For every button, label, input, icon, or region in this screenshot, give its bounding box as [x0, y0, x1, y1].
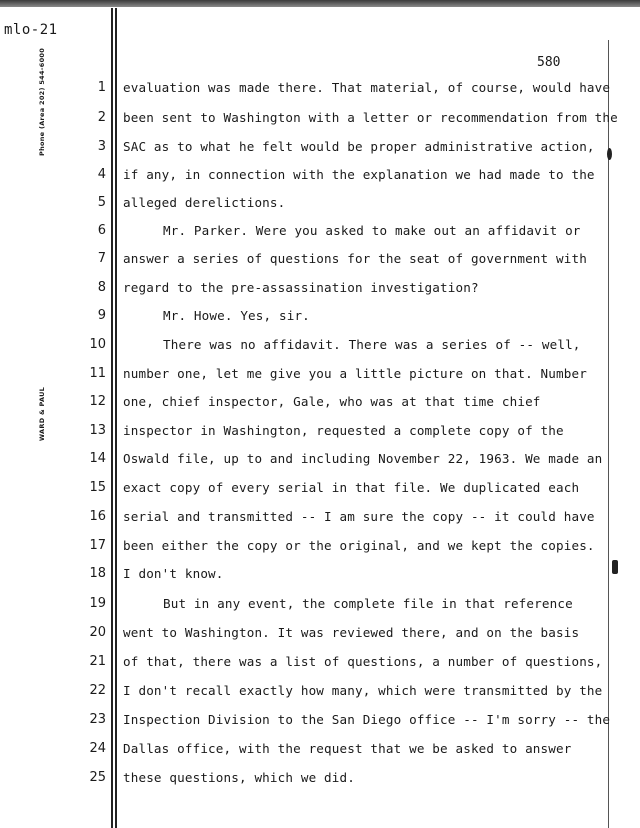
line-number: 19 — [89, 596, 106, 611]
left-margin-rule-inner — [115, 8, 117, 828]
transcript-line: serial and transmitted -- I am sure the copy -- it could have — [123, 509, 595, 524]
file-id: mlo-21 — [4, 22, 58, 38]
line-number: 14 — [89, 451, 106, 466]
transcript-line: But in any event, the complete file in that reference — [163, 596, 573, 611]
transcript-line: of that, there was a list of questions, a number of questions, — [123, 654, 603, 669]
transcript-line: alleged derelictions. — [123, 195, 286, 210]
line-number: 7 — [97, 251, 106, 266]
transcript-line: if any, in connection with the explanation we had made to the — [123, 167, 595, 182]
line-number: 16 — [89, 509, 106, 524]
line-number: 13 — [89, 423, 106, 438]
line-number: 15 — [89, 480, 106, 495]
transcript-line: I don't know. — [123, 566, 224, 581]
scan-top-border — [0, 0, 640, 7]
transcript-line: Dallas office, with the request that we be asked to answer — [123, 741, 572, 756]
page-number: 580 — [537, 55, 561, 70]
line-number: 18 — [89, 566, 106, 581]
transcript-line: evaluation was made there. That material, of course, would have — [123, 80, 611, 95]
line-number: 9 — [97, 308, 106, 323]
transcript-line: one, chief inspector, Gale, who was at that time chief — [123, 394, 541, 409]
line-number: 17 — [89, 538, 106, 553]
transcript-line: Oswald file, up to and including November 22, 1963. We made an — [123, 451, 603, 466]
line-number: 21 — [89, 654, 106, 669]
transcript-line: been sent to Washington with a letter or recommendation from the — [123, 110, 618, 125]
line-number: 10 — [89, 337, 106, 352]
line-number: 5 — [97, 195, 106, 210]
line-number: 25 — [89, 770, 106, 785]
line-number: 20 — [89, 625, 106, 640]
transcript-line: I don't recall exactly how many, which were transmitted by the — [123, 683, 603, 698]
line-number: 22 — [89, 683, 106, 698]
transcript-line: been either the copy or the original, and we kept the copies. — [123, 538, 595, 553]
line-number: 23 — [89, 712, 106, 727]
transcript-line: regard to the pre-assassination investigation? — [123, 280, 479, 295]
line-number: 6 — [97, 223, 106, 238]
transcript-line: Mr. Howe. Yes, sir. — [163, 308, 310, 323]
line-number: 12 — [89, 394, 106, 409]
transcript-line: Mr. Parker. Were you asked to make out an affidavit or — [163, 223, 581, 238]
scan-speck — [612, 560, 618, 574]
transcript-line: number one, let me give you a little picture on that. Number — [123, 366, 587, 381]
line-number: 3 — [97, 139, 106, 154]
transcript-line: SAC as to what he felt would be proper administrative action, — [123, 139, 595, 154]
transcript-line: went to Washington. It was reviewed there, and on the basis — [123, 625, 580, 640]
line-number: 4 — [97, 167, 106, 182]
transcript-line: answer a series of questions for the seat of government with — [123, 251, 587, 266]
left-margin-rule — [111, 8, 113, 828]
phone-margin-text: Phone (Area 202) 544-6000 — [38, 47, 46, 156]
line-number: 8 — [97, 280, 106, 295]
transcript-line: There was no affidavit. There was a series of -- well, — [163, 337, 581, 352]
transcript-line: inspector in Washington, requested a complete copy of the — [123, 423, 564, 438]
firm-margin-text: WARD & PAUL — [38, 386, 46, 442]
transcript-line: these questions, which we did. — [123, 770, 355, 785]
line-number: 1 — [97, 80, 106, 95]
line-number: 2 — [97, 110, 106, 125]
scan-speck — [607, 148, 612, 160]
transcript-line: Inspection Division to the San Diego office -- I'm sorry -- the — [123, 712, 611, 727]
line-number: 11 — [89, 366, 106, 381]
transcript-line: exact copy of every serial in that file. We duplicated each — [123, 480, 580, 495]
line-number: 24 — [89, 741, 106, 756]
